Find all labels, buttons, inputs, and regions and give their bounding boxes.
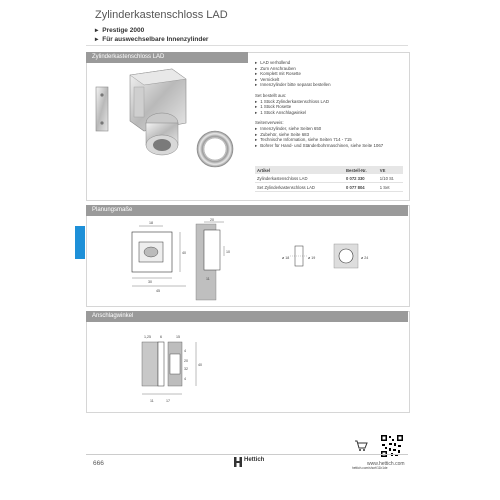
planning-drawing bbox=[86, 216, 408, 304]
dim-label: ø 19 bbox=[308, 256, 316, 260]
brand-logo-text: Hettich bbox=[244, 457, 265, 463]
header-bullet: ▸ Für auswechselbare Innenzylinder bbox=[95, 35, 208, 44]
page-number: 666 bbox=[93, 460, 104, 467]
col-header-order-no: Bestell-Nr. bbox=[344, 166, 378, 174]
col-header-pack: VE bbox=[378, 166, 403, 174]
order-table bbox=[255, 166, 403, 192]
feature-item: ▸ Vernickelt bbox=[255, 77, 405, 83]
qr-caption: hettich.com/short/11b1de bbox=[352, 466, 388, 470]
product-section-heading: Zylinderkastenschloss LAD bbox=[86, 52, 248, 63]
footer-url[interactable]: www.hettich.com bbox=[367, 461, 405, 467]
cell-pack: 1 Set bbox=[378, 183, 403, 192]
cart-icon[interactable] bbox=[354, 440, 368, 452]
table-header-row bbox=[255, 166, 403, 174]
col-header-article: Artikel bbox=[255, 166, 344, 174]
footer-divider bbox=[86, 454, 408, 455]
dim-label: 40 bbox=[182, 251, 186, 255]
dim-label: 32 bbox=[184, 367, 188, 371]
brand-logo[interactable] bbox=[233, 456, 269, 469]
feature-item: ▸ LAD verhüllend bbox=[255, 60, 405, 66]
dim-label: 40 bbox=[198, 363, 202, 367]
ref-link[interactable]: ▸ Bohrer für Hand- und Ständerbohrmaschinen, siehe Seite 1067 bbox=[255, 143, 405, 149]
dim-label: 18 bbox=[149, 221, 153, 225]
cell-article: Set Zylinderkastenschloss LAD bbox=[255, 183, 344, 192]
dim-label: 17 bbox=[166, 399, 170, 403]
chapter-tab[interactable] bbox=[75, 226, 85, 259]
header-bullet: ▸ Prestige 2000 bbox=[95, 26, 208, 35]
dim-label: 6 bbox=[160, 335, 162, 339]
ref-link[interactable]: ▸ Innenzylinder, siehe Seiten 650 bbox=[255, 126, 405, 132]
dim-label: 45 bbox=[156, 289, 160, 293]
dim-label: 11 bbox=[206, 277, 210, 281]
dim-label: 4 bbox=[184, 349, 186, 353]
dim-label: 11 bbox=[150, 399, 154, 403]
dim-label: 20 bbox=[184, 359, 188, 363]
feature-item: ▸ Zum Anschrauben bbox=[255, 66, 405, 72]
bracket-section-heading: Anschlagwinkel bbox=[86, 311, 408, 322]
dim-label: 4 bbox=[184, 377, 186, 381]
cell-pack: 1/10 St. bbox=[378, 174, 403, 183]
page-title: Zylinderkastenschloss LAD bbox=[95, 9, 228, 21]
refs-intro: Seitenverweis: bbox=[255, 120, 284, 126]
dim-label: 10 bbox=[226, 250, 230, 254]
dim-label: ø 24 bbox=[361, 256, 369, 260]
cell-order-no: 0 072 330 bbox=[344, 174, 378, 183]
dim-label: 30 bbox=[148, 280, 152, 284]
table-row bbox=[255, 174, 403, 183]
header-bullets bbox=[95, 26, 208, 44]
cell-article: Zylinderkastenschloss LAD bbox=[255, 174, 344, 183]
lock-product-image bbox=[90, 65, 240, 185]
dim-label: 1,25 bbox=[144, 335, 151, 339]
feature-item: ▸ Komplett mit Rosette bbox=[255, 71, 405, 77]
ref-link[interactable]: ▸ Technische Information, siehe Seiten 714 - 715 bbox=[255, 137, 405, 143]
set-item: ▸ 1 Stück Rosette bbox=[255, 104, 405, 110]
ref-link[interactable]: ▸ Zubehör, siehe Seite 683 bbox=[255, 132, 405, 138]
feature-item: ▸ Innenzylinder bitte separat bestellen bbox=[255, 82, 405, 88]
header-divider bbox=[86, 45, 408, 46]
dim-label: 20 bbox=[210, 218, 214, 222]
cell-order-no: 0 077 804 bbox=[344, 183, 378, 192]
planning-section-heading: Planungsmaße bbox=[86, 205, 408, 216]
set-item: ▸ 1 Stück Anschlagwinkel bbox=[255, 110, 405, 116]
bracket-drawing bbox=[86, 322, 408, 410]
set-intro: Set bestellt aus: bbox=[255, 92, 287, 98]
set-item: ▸ 1 Stück Zylinderkastenschloss LAD bbox=[255, 99, 405, 105]
logo-mark-icon bbox=[233, 456, 243, 468]
table-row bbox=[255, 183, 403, 192]
product-description bbox=[255, 60, 405, 148]
dim-label: ø 18 bbox=[282, 256, 290, 260]
dim-label: 15 bbox=[176, 335, 180, 339]
